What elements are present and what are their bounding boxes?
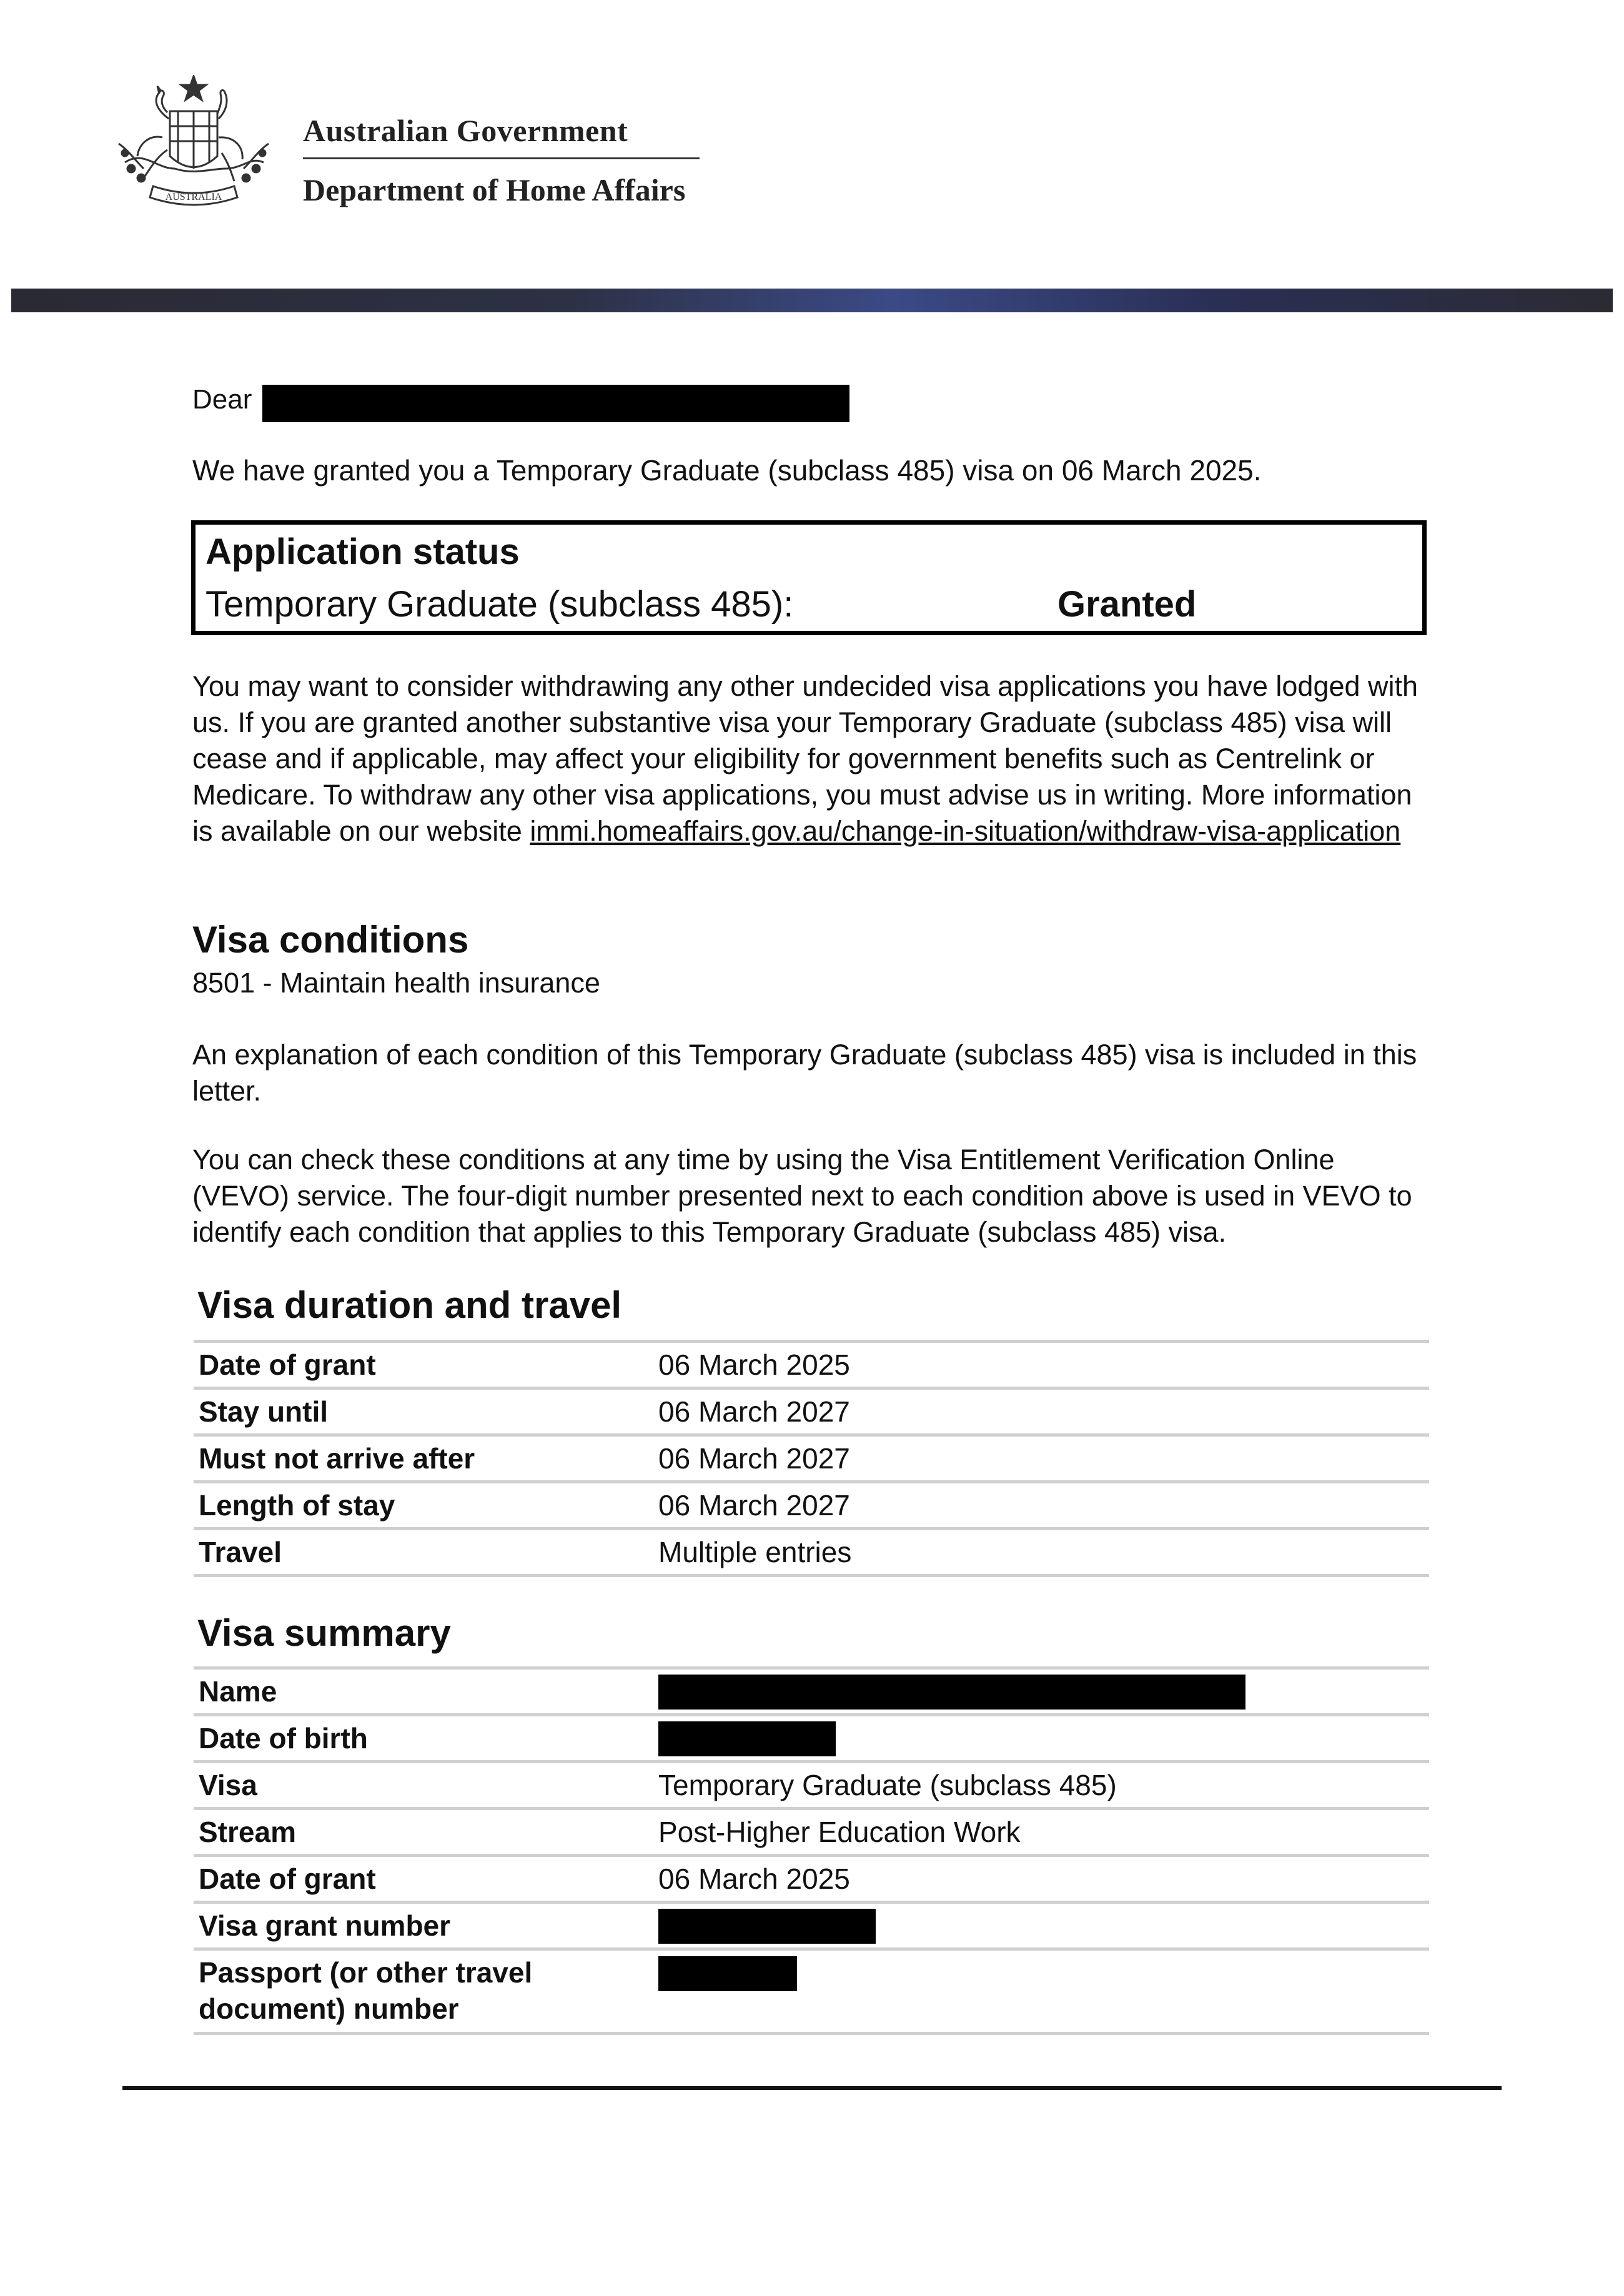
salutation: Dear: [192, 384, 252, 415]
table-row: [194, 1715, 1429, 1762]
table-row: [194, 1668, 1429, 1715]
row-label: Date of birth: [194, 1715, 650, 1762]
row-value: 06 March 2027: [650, 1388, 1429, 1435]
header-banner: [11, 289, 1613, 312]
table-row: [194, 1903, 1429, 1949]
row-value: [650, 1668, 1429, 1715]
agency-line-government: Australian Government: [303, 113, 628, 148]
grant-statement: We have granted you a Temporary Graduate (subclass 485) visa on 06 March 2025.: [192, 454, 1262, 487]
duration-travel-heading: Visa duration and travel: [197, 1284, 622, 1326]
row-value: 06 March 2025: [650, 1342, 1429, 1388]
withdraw-paragraph: [192, 668, 1435, 849]
conditions-explanation: An explanation of each condition of this Temporary Graduate (subclass 485) visa is included in this letter.: [192, 1039, 1417, 1107]
agency-line-department: Department of Home Affairs: [303, 172, 686, 207]
row-value: Post-Higher Education Work: [650, 1809, 1429, 1856]
row-value: Multiple entries: [650, 1529, 1429, 1576]
redacted-name: [658, 1675, 1245, 1710]
table-row: [194, 1856, 1429, 1903]
table-row: [194, 1388, 1429, 1435]
redacted-recipient-name: [262, 385, 849, 422]
coat-of-arms-icon: [100, 75, 287, 219]
row-label: Stay until: [194, 1388, 650, 1435]
redacted-passport-number: [658, 1956, 797, 1991]
table-row: [194, 1809, 1429, 1856]
application-status-title: Application status: [205, 532, 520, 572]
table-row: [194, 1482, 1429, 1529]
table-row: [194, 1342, 1429, 1388]
row-label: Date of grant: [194, 1856, 650, 1903]
row-value: 06 March 2027: [650, 1482, 1429, 1529]
vevo-note: You can check these conditions at any time by using the Visa Entitlement Verification Online (VEVO) service. The four-digit number presented next to each condition above is used in VEVO to identify each condition that applies to this Temporary Graduate (subclass 485) visa.: [192, 1144, 1412, 1248]
footer-divider: [122, 2086, 1502, 2090]
table-row: [194, 1529, 1429, 1576]
row-label: Must not arrive after: [194, 1435, 650, 1482]
row-label: Date of grant: [194, 1342, 650, 1388]
agency-divider: [303, 157, 700, 159]
redacted-grant-number: [658, 1909, 876, 1944]
row-value: [650, 1949, 1429, 2034]
visa-summary-table: [194, 1666, 1429, 2035]
table-row: [194, 1949, 1429, 2034]
row-value: 06 March 2027: [650, 1435, 1429, 1482]
visa-summary-heading: Visa summary: [197, 1612, 451, 1654]
visa-condition-item: 8501 - Maintain health insurance: [192, 967, 600, 999]
application-status-box: [191, 520, 1427, 635]
row-value: 06 March 2025: [650, 1856, 1429, 1903]
row-value: Temporary Graduate (subclass 485): [650, 1762, 1429, 1809]
row-value: [650, 1903, 1429, 1949]
duration-travel-table: [194, 1340, 1429, 1577]
application-status-value: Granted: [1057, 584, 1197, 625]
row-label: Visa grant number: [194, 1903, 650, 1949]
withdraw-paragraph-text: You may want to consider withdrawing any other undecided visa applications you have lodged with us. If you are granted another substantive visa your Temporary Graduate (subclass 485) visa will cease and if applicable, may affect your eligibility for government benefits such as Centrelink or Medicare. To withdraw any other visa applications, you must advise us in writing. More information is available on our website: [192, 670, 1419, 847]
table-row: [194, 1435, 1429, 1482]
row-label: Length of stay: [194, 1482, 650, 1529]
application-status-label: Temporary Graduate (subclass 485):: [205, 584, 794, 625]
redacted-date-of-birth: [658, 1721, 836, 1756]
crest-motto: AUSTRALIA: [165, 192, 222, 202]
row-value: [650, 1715, 1429, 1762]
withdraw-info-link[interactable]: immi.homeaffairs.gov.au/change-in-situation/withdraw-visa-application: [530, 815, 1401, 847]
visa-conditions-heading: Visa conditions: [192, 919, 469, 961]
row-label: Passport (or other travel document) number: [194, 1949, 650, 2034]
row-label: Visa: [194, 1762, 650, 1809]
row-label: Travel: [194, 1529, 650, 1576]
table-row: [194, 1762, 1429, 1809]
agency-name: [303, 112, 700, 208]
row-label: Stream: [194, 1809, 650, 1856]
row-label: Name: [194, 1668, 650, 1715]
